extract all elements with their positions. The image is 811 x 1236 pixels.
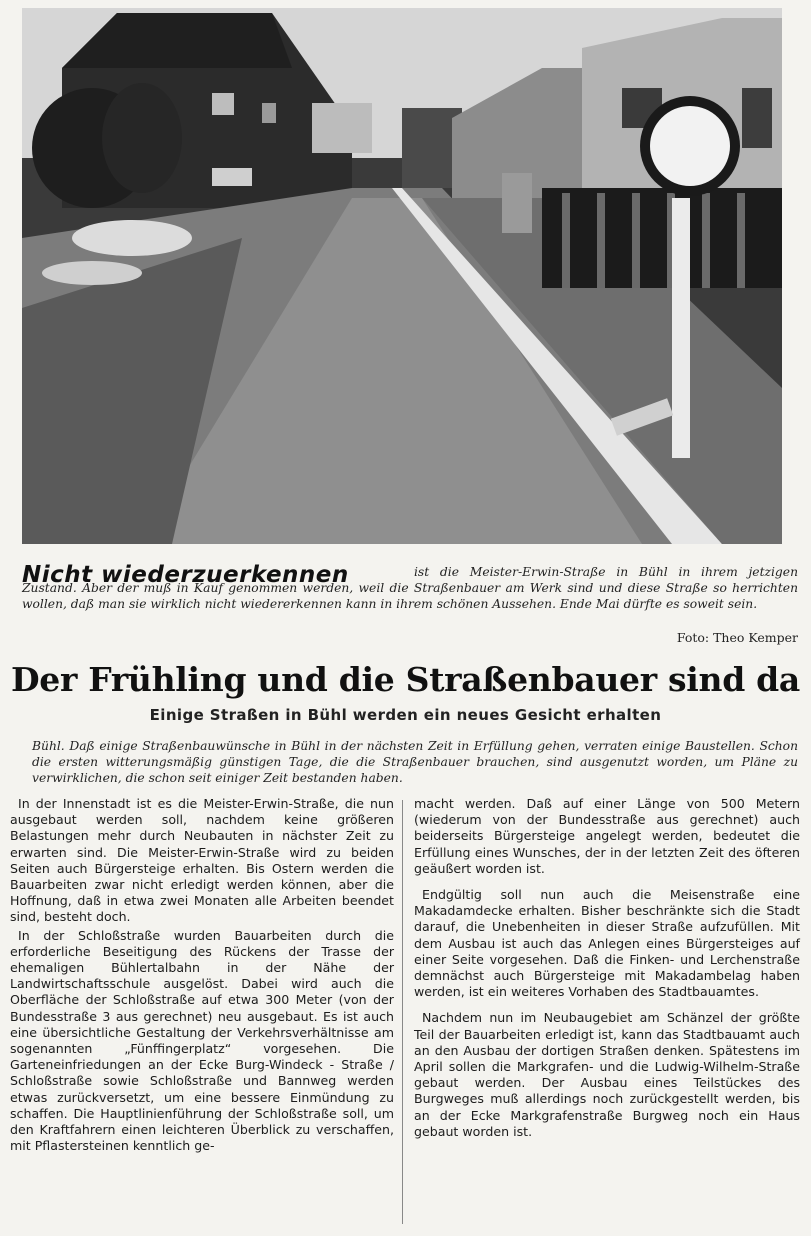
article-column-left [10, 796, 394, 1154]
caption-body: ist die Meister-Erwin-Straße in Bühl in ihrem jetzigen Zustand. Aber der muß in Kauf genommen werden, weil die Straßenbauer am Werk sind und diese Straße so herrichten wollen, daß man sie wirklich nicht wiedererkennen kann in ihrem schönen Aussehen. Ende Mai dürfte es soweit sein. [22, 565, 798, 611]
street-photo-image [22, 8, 782, 544]
paragraph: macht werden. Daß auf einer Länge von 500 Metern (wiederum von der Bundesstraße aus gerechnet) auch beiderseits Bürgersteige angelegt werden, bedeutet die Erfüllung eines Wunsches, der in der letzten Zeit des öfteren geäußert worden ist. [414, 796, 800, 876]
column-divider [402, 800, 403, 1224]
paragraph: Endgültig soll nun auch die Meisenstraße eine Makadamdecke erhalten. Bisher beschränkte sich die Stadt darauf, die Unebenheiten in dieser Straße aufzufüllen. Mit dem Ausbau ist auch das Anlegen eines Bürgersteiges auf einer Seite vorgesehen. Daß die Finken- und Lerchenstraße demnächst auch Bürgersteige mit Makadambelag haben werden, ist ein weiteres Vorhaben des Stadtbauamtes. [414, 887, 800, 1000]
article-column-right [414, 796, 800, 1140]
paragraph: Nachdem nun im Neubaugebiet am Schänzel der größte Teil der Bauarbeiten erledigt ist, kann das Stadtbauamt auch an den Ausbau der dortigen Straßen denken. Spätestens im April sollen die Markgrafen- und die Ludwig-Wilhelm-Straße gebaut werden. Der Ausbau eines Teilstückes des Burgweges muß allerdings noch zurückgestellt werden, bis an der Ecke Markgrafenstraße Burgweg noch ein Haus gebaut worden ist. [414, 1010, 800, 1139]
article-subhead: Einige Straßen in Bühl werden ein neues Gesicht erhalten [149, 706, 662, 724]
photo-caption [22, 558, 798, 650]
article-headline: Der Frühling und die Straßenbauer sind da [10, 660, 801, 699]
photo-credit: Foto: Theo Kemper [676, 630, 798, 645]
paragraph: In der Innenstadt ist es die Meister-Erwin-Straße, die nun ausgebaut werden soll, nachdem keine größeren Belastungen mehr durch Neubauten in nächster Zeit zu erwarten sind. Die Meister-Erwin-Straße wird zu beiden Seiten auch Bürgersteige erhalten. Bis Ostern werden die Bauarbeiten zwar nicht erledigt werden können, aber die Hoffnung, daß in etwa zwei Monaten alle Arbeiten beendet sind, besteht doch. [10, 796, 394, 925]
article-intro: Bühl. Daß einige Straßenbauwünsche in Bühl in der nächsten Zeit in Erfüllung gehen, verraten einige Baustellen. Schon die ersten witterungsmäßig günstigen Tage, die die Straßenbauer brauchen, sind ausgenutzt worden, um Pläne zu verwirklichen, die schon seit einiger Zeit bestanden haben. [32, 739, 798, 785]
caption-headline: Nicht wiederzuerkennen [22, 562, 349, 588]
paragraph: In der Schloßstraße wurden Bauarbeiten durch die erforderliche Beseitigung des Rückens der Trasse der ehemaligen Bühlertalbahn in der Nähe der Landwirtschaftsschule ausgelöst. Dabei wird auch die Oberfläche der Schloßstraße auf etwa 300 Meter (von der Bundesstraße 3 aus gerechnet) neu ausgebaut. Es ist auch eine übersichtliche Gestaltung der Verkehrsverhältnisse am sogenannten „Fünffingerplatz“ vorgesehen. Die Garteneinfriedungen an der Ecke Burg-Windeck - Straße / Schloßstraße sowie Schloßstraße und Bannweg werden etwas zurückversetzt, um eine bessere Einmündung zu schaffen. Die Hauptlinienführung der Schloßstraße soll, um den Kraftfahrern einen leichteren Überblick zu verschaffen, mit Pflastersteinen kenntlich ge- [10, 927, 394, 1154]
street-photo [22, 8, 782, 544]
